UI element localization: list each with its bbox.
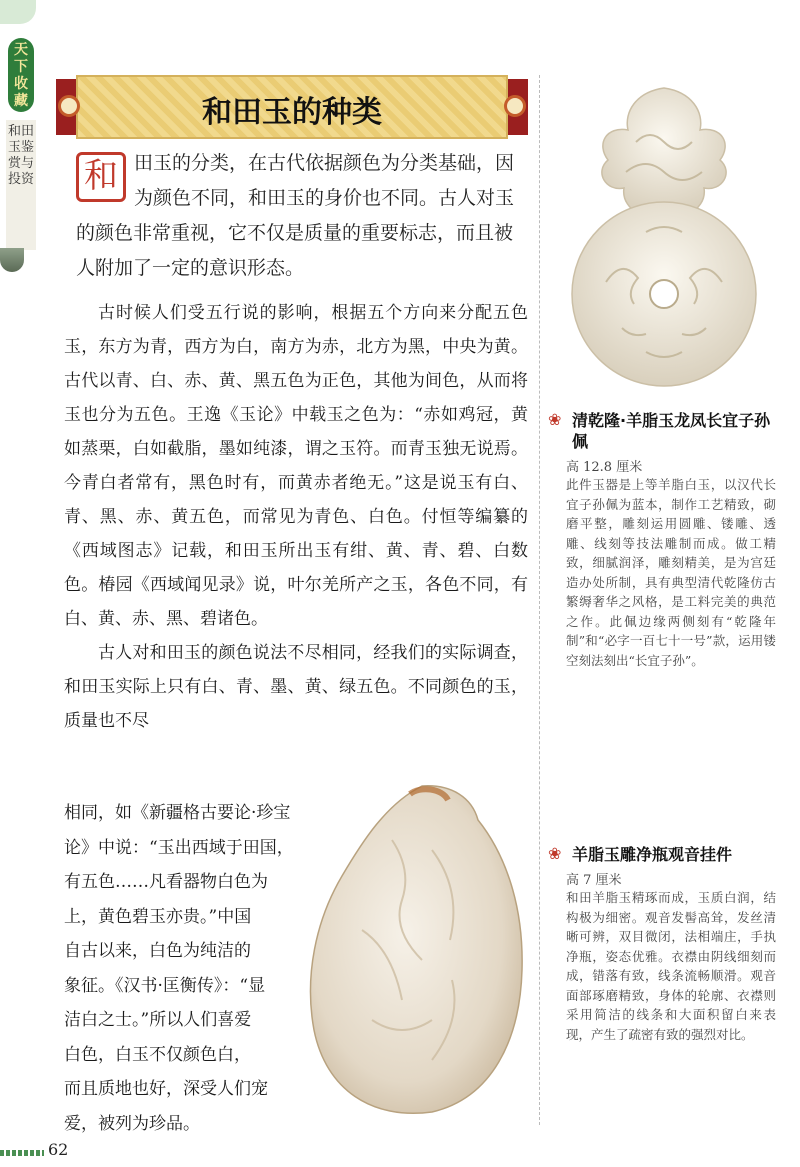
section-title: 和田玉的种类 [202,95,382,130]
caption-body [546,869,776,1044]
collection-badge: 天下收藏 [8,38,34,112]
flower-bullet-icon: ❀ [548,410,562,429]
wrap-line: 相同，如《新疆格古要论·珍宝 [64,803,291,823]
wrap-line: 洁白之士。”所以人们喜爱 [64,1010,252,1030]
caption-size: 高 12.8 厘米 [566,460,643,475]
body-text [64,296,528,738]
footer-bar [0,1150,44,1156]
flower-bullet-icon: ❀ [548,844,562,863]
jade-pendant-image [566,82,762,392]
side-tab [0,0,44,280]
caption-body [546,456,776,670]
wrap-line: 象征。《汉书·匡衡传》：“显 [64,975,266,996]
wrap-line: 上，黄色碧玉亦贵。”中国 [64,906,252,927]
wrap-line: 而且质地也好，深受人们宠 [64,1079,268,1099]
wrap-line: 白色，白玉不仅颜色白， [64,1044,251,1065]
wrap-line: 自古以来，白色为纯洁的 [64,941,251,961]
caption-title-text: 清乾隆·羊脂玉龙凤长宜子孙佩 [572,411,771,451]
caption-2 [546,844,776,1044]
caption-description: 此件玉器是上等羊脂白玉，以汉代长宜子孙佩为蓝本，制作工艺精致，砌磨平整，雕刻运用圆雕、镂雕、透雕、线刻等技法雕制而成。做工精致，细腻润泽，雕刻精美，是为宫廷造办处所制，具有典型清代乾隆仿古繁缛奢华之风格，是工料完美的典范之作。此佩边缘两侧刻有“乾隆年制”和“必字一百七十一号”款，运用镂空刻法刻出“长宜子孙”。 [566,477,776,668]
section-banner [56,75,528,139]
caption-title [546,844,776,865]
caption-1 [546,410,776,670]
column-divider [539,75,540,1125]
body-paragraph-1: 古时候人们受五行说的影响，根据五个方向来分配五色玉，东方为青，西方为白，南方为赤，北方为黑，中央为黄。古代以青、白、赤、黄、黑五色为正色，其他为间色，从而将玉也分为五色。王逸《玉论》中载玉之色为：“赤如鸡冠，黄如蒸栗，白如截脂，墨如纯漆，谓之玉符。而青玉独无说焉。今青白者常有，黑色时有，而黄赤者绝无。”这是说玉有白、青、黑、赤、黄五色，而常见为青色、白色。付恒等编纂的《西域图志》记载，和田玉所出玉有绀、黄、青、碧、白数色。椿园《西域闻见录》说，叶尔羌所产之玉，各色不同，有白、黄、赤、黑、碧诸色。 [64,303,528,629]
intro-paragraph [76,146,522,286]
caption-size: 高 7 厘米 [566,873,622,888]
page-number: 62 [48,1140,69,1159]
side-tab-top-decoration [0,0,36,24]
caption-description: 和田羊脂玉精琢而成，玉质白润，结构极为细密。观音发髻高耸，发丝清晰可辨，双目微闭，法相端庄，手执净瓶，姿态优雅。衣襟由阴线细刻而成，错落有致，线条流畅顺滑。观音面部琢磨精致，身体的轮廓、衣襟则采用简洁的线条和大面积留白来表现，产生了疏密有致的强烈对比。 [566,890,776,1042]
guanyin-pendant-image [302,780,528,1118]
caption-title-text: 羊脂玉雕净瓶观音挂件 [572,845,733,864]
intro-text: 田玉的分类，在古代依据颜色为分类基础，因为颜色不同，和田玉的身价也不同。古人对玉的颜色非常重视，它不仅是质量的重要标志，而且被人附加了一定的意识形态。 [76,152,515,279]
wrap-line: 论》中说：“玉出西域于田国， [64,837,294,858]
caption-title [546,410,776,452]
drop-cap: 和 [76,152,126,202]
wrapped-text [64,796,314,1141]
wrap-line: 爱，被列为珍品。 [64,1113,200,1134]
book-title-vertical: 和田玉鉴赏与投资 [6,120,36,250]
jade-bowl-icon [0,248,24,272]
wrap-line: 有五色……凡看器物白色为 [64,872,268,892]
body-paragraph-2: 古人对和田玉的颜色说法不尽相同，经我们的实际调查，和田玉实际上只有白、青、墨、黄、绿五色。不同颜色的玉，质量也不尽 [64,643,528,731]
